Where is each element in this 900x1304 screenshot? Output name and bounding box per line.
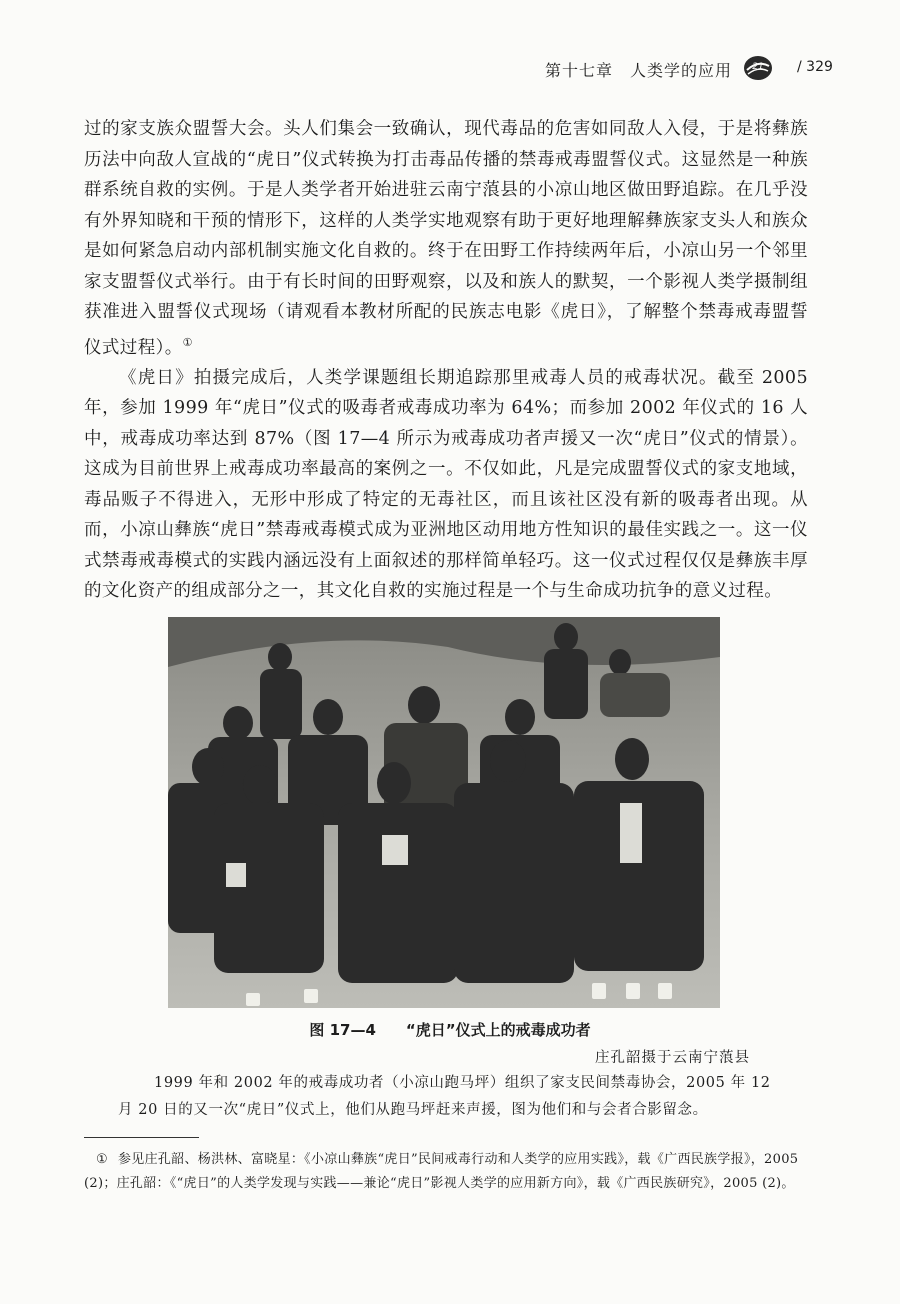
paragraph-1: [84, 114, 808, 363]
figure-description-line-2: 月 20 日的又一次“虎日”仪式上，他们从跑马坪赶来声援，图为他们和与会者合影留念。: [118, 1102, 708, 1118]
footnote-text: 参见庄孔韶、杨洪林、富晓星：《小凉山彝族“虎日”民间戒毒行动和人类学的应用实践》，载《广西民族学报》，2005 (2)；庄孔韶：《“虎日”的人类学发现与实践——兼论“虎日”影视人类学的应用新方向》，载《广西民族研究》，2005 (2)。: [84, 1152, 799, 1191]
body-text: [84, 114, 808, 607]
page-header: [0, 54, 900, 84]
figure-photo: [168, 617, 720, 1008]
figure-description-line-1: 1999 年和 2002 年的戒毒成功者（小凉山跑马坪）组织了家支民间禁毒协会，2005 年 12: [154, 1075, 771, 1091]
figure-description: [118, 1070, 788, 1124]
footnote-mark: ①: [96, 1152, 108, 1167]
footnote-ref[interactable]: ①: [182, 335, 193, 349]
figure-caption: [0, 1019, 900, 1040]
paragraph-2: 《虎日》拍摄完成后，人类学课题组长期追踪那里戒毒人员的戒毒状况。截至 2005 年，参加 1999 年“虎日”仪式的吸毒者戒毒成功率为 64%；而参加 2002 年仪式的 16 人中，戒毒成功率达到 87%（图 17—4 所示为戒毒成功者声援又一次“虎日”仪式的情景）。这成为目前世界上戒毒成功率最高的案例之一。不仅如此，凡是完成盟誓仪式的家支地域，毒品贩子不得进入，无形中形成了特定的无毒社区，而且该社区没有新的吸毒者出现。从而，小凉山彝族“虎日”禁毒戒毒模式成为亚洲地区动用地方性知识的最佳实践之一。这一仪式禁毒戒毒模式的实践内涵远没有上面叙述的那样简单轻巧。这一仪式过程仅仅是彝族丰厚的文化资产的组成部分之一，其文化自救的实施过程是一个与生命成功抗争的意义过程。: [84, 367, 808, 602]
chapter-title: 第十七章 人类学的应用: [544, 61, 732, 80]
footnote: [84, 1148, 804, 1196]
paragraph-1-text: 过的家支族众盟誓大会。头人们集会一致确认，现代毒品的危害如同敌人入侵，于是将彝族历法中向敌人宣战的“虎日”仪式转换为打击毒品传播的禁毒戒毒盟誓仪式。这显然是一种族群系统自救的实例。于是人类学者开始进驻云南宁蒗县的小凉山地区做田野追踪。在几乎没有外界知晓和干预的情形下，这样的人类学实地观察有助于更好地理解彝族家支头人和族众是如何紧急启动内部机制实施文化自救的。终于在田野工作持续两年后，小凉山另一个邻里家支盟誓仪式举行。由于有长时间的田野观察，以及和族人的默契，一个影视人类学摄制组获准进入盟誓仪式现场（请观看本教材所配的民族志电影《虎日》，了解整个禁毒戒毒盟誓仪式过程）。: [84, 119, 808, 358]
footnote-divider: [84, 1137, 199, 1138]
series-logo-icon: [743, 54, 773, 82]
figure-number: 图 17—4: [309, 1021, 376, 1039]
figure-credit: 庄孔韶摄于云南宁蒗县: [595, 1050, 750, 1066]
svg-text:21: 21: [752, 62, 764, 72]
figure-title: “虎日”仪式上的戒毒成功者: [405, 1021, 591, 1039]
page-number: / 329: [797, 59, 833, 75]
